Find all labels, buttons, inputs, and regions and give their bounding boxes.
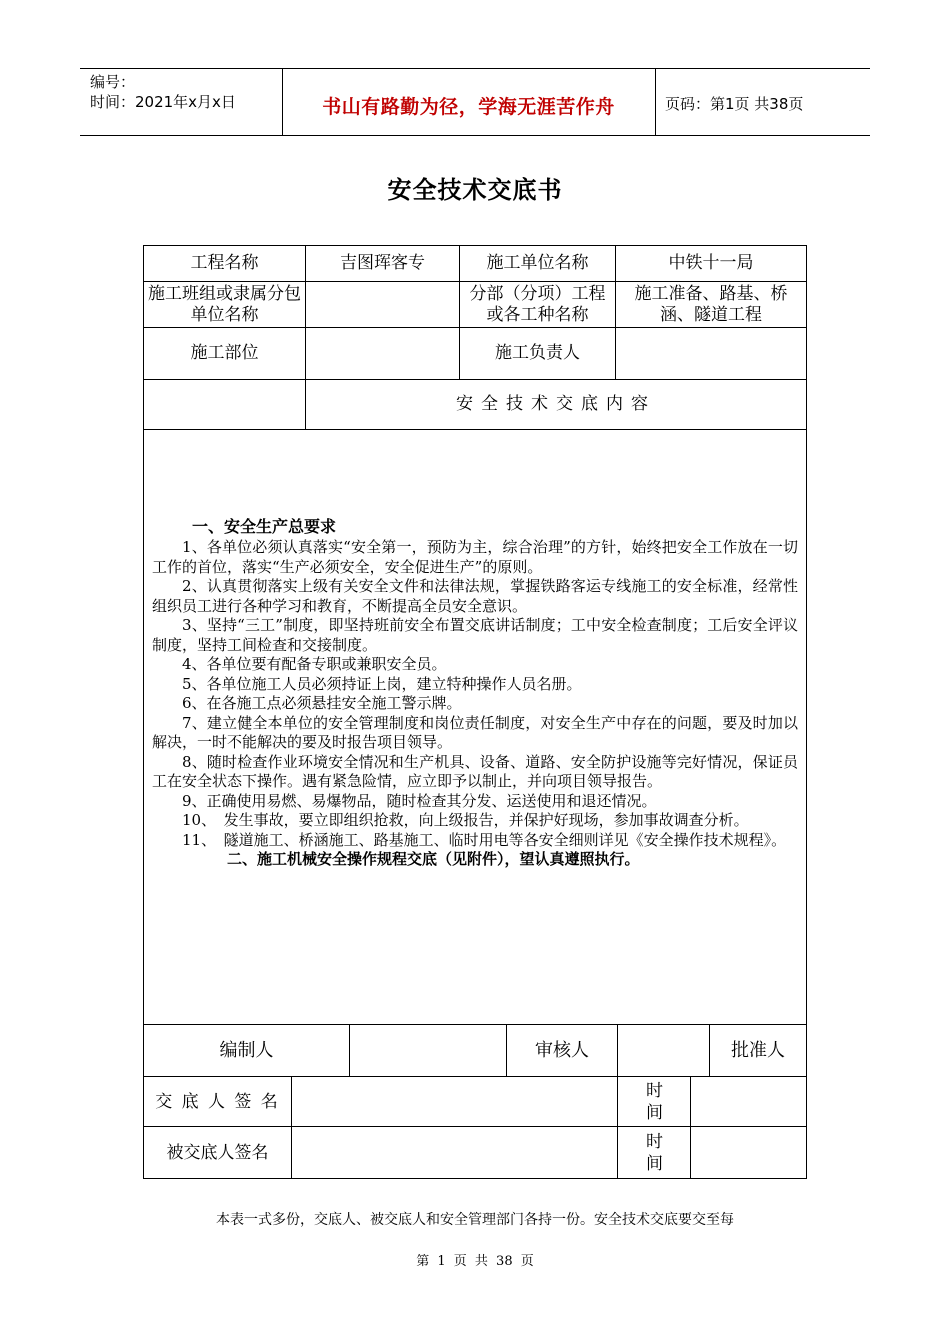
leader-label: 施工负责人 — [460, 328, 616, 380]
list-item: 1、各单位必须认真落实“安全第一，预防为主，综合治理”的方针，始终把安全工作放在一切工作的首位，落实“生产必须安全，安全促进生产”的原则。 — [152, 538, 798, 576]
approved-by-label: 批准人 — [710, 1025, 807, 1077]
location-label: 施工部位 — [144, 328, 306, 380]
page-footer: 第 1 页 共 38 页 — [416, 1254, 534, 1269]
discloser-time-field[interactable] — [691, 1077, 807, 1127]
list-item: 6、在各施工点必须悬挂安全施工警示牌。 — [182, 694, 462, 712]
unit-label: 施工单位名称 — [460, 246, 616, 282]
team-value — [306, 282, 460, 328]
content-heading: 安全技术交底内容 — [306, 380, 807, 430]
project-name-value: 吉图珲客专 — [306, 246, 460, 282]
page-info: 页码：第1页 共38页 — [665, 95, 804, 113]
prepared-by-label: 编制人 — [144, 1025, 350, 1077]
header-motto: 书山有路勤为径，学海无涯苦作舟 — [322, 96, 615, 118]
receiver-time-label: 时间 — [618, 1127, 691, 1179]
list-item: 3、坚持“三工”制度，即坚持班前安全布置交底讲话制度；工中安全检查制度；工后安全评议制度，坚持工间检查和交接制度。 — [152, 616, 798, 654]
page-title: 安全技术交底书 — [387, 176, 563, 204]
list-item: 11、 隧道施工、桥涵施工、路基施工、临时用电等各安全细则详见《安全操作技术规程》。 — [182, 830, 787, 849]
header-divider-right — [655, 69, 656, 135]
project-name-label: 工程名称 — [144, 246, 306, 282]
discloser-signature-label: 交 底 人 签 名 — [144, 1077, 292, 1127]
reviewed-by-field[interactable] — [618, 1025, 710, 1077]
receiver-time-field[interactable] — [691, 1127, 807, 1179]
list-item: 8、随时检查作业环境安全情况和生产机具、设备、道路、安全防护设施等完好情况，保证员工在安全状态下操作。遇有紧急险情，应立即予以制止，并向项目领导报告。 — [152, 752, 798, 790]
discloser-signature-field[interactable] — [292, 1077, 618, 1127]
signature-table — [143, 1024, 807, 1179]
leader-value — [616, 328, 807, 380]
header-bottom-rule — [80, 135, 870, 136]
content-heading-blank — [144, 380, 306, 430]
disclosure-form-table — [143, 245, 807, 1025]
location-value — [306, 328, 460, 380]
list-item: 10、 发生事故，要立即组织抢救，向上级报告，并保护好现场，参加事故调查分析。 — [182, 811, 749, 829]
reviewed-by-label: 审核人 — [507, 1025, 618, 1077]
subproject-label: 分部（分项）工程或各工种名称 — [460, 282, 616, 328]
team-label: 施工班组或隶属分包单位名称 — [144, 282, 306, 328]
content-body — [144, 430, 806, 870]
prepared-by-field[interactable] — [350, 1025, 507, 1077]
list-item: 4、各单位要有配备专职或兼职安全员。 — [182, 655, 447, 673]
section1-title: 一、安全生产总要求 — [192, 517, 337, 536]
header-top-rule — [80, 68, 870, 69]
unit-value: 中铁十一局 — [616, 246, 807, 282]
discloser-time-label: 时间 — [618, 1077, 691, 1127]
section2-title: 二、施工机械安全操作规程交底（见附件），望认真遵照执行。 — [227, 850, 640, 868]
doc-number-label: 编号： — [90, 73, 136, 91]
list-item: 7、建立健全本单位的安全管理制度和岗位责任制度，对安全生产中存在的问题，要及时加以解决，一时不能解决的要及时报告项目领导。 — [152, 713, 798, 751]
list-item: 2、认真贯彻落实上级有关安全文件和法律法规，掌握铁路客运专线施工的安全标准，经常性组织员工进行各种学习和教育，不断提高全员安全意识。 — [152, 577, 798, 615]
subproject-value: 施工准备、路基、桥涵、隧道工程 — [616, 282, 807, 328]
content-cell — [144, 430, 807, 1025]
receiver-signature-field[interactable] — [292, 1127, 618, 1179]
doc-time-label: 时间：2021年x月x日 — [90, 93, 236, 111]
footnote: 本表一式多份，交底人、被交底人和安全管理部门各持一份。安全技术交底要交至每 — [216, 1212, 734, 1228]
receiver-signature-label: 被交底人签名 — [144, 1127, 292, 1179]
list-item: 5、各单位施工人员必须持证上岗，建立特种操作人员名册。 — [182, 674, 582, 693]
list-item: 9、正确使用易燃、易爆物品，随时检查其分发、运送使用和退还情况。 — [182, 791, 657, 810]
